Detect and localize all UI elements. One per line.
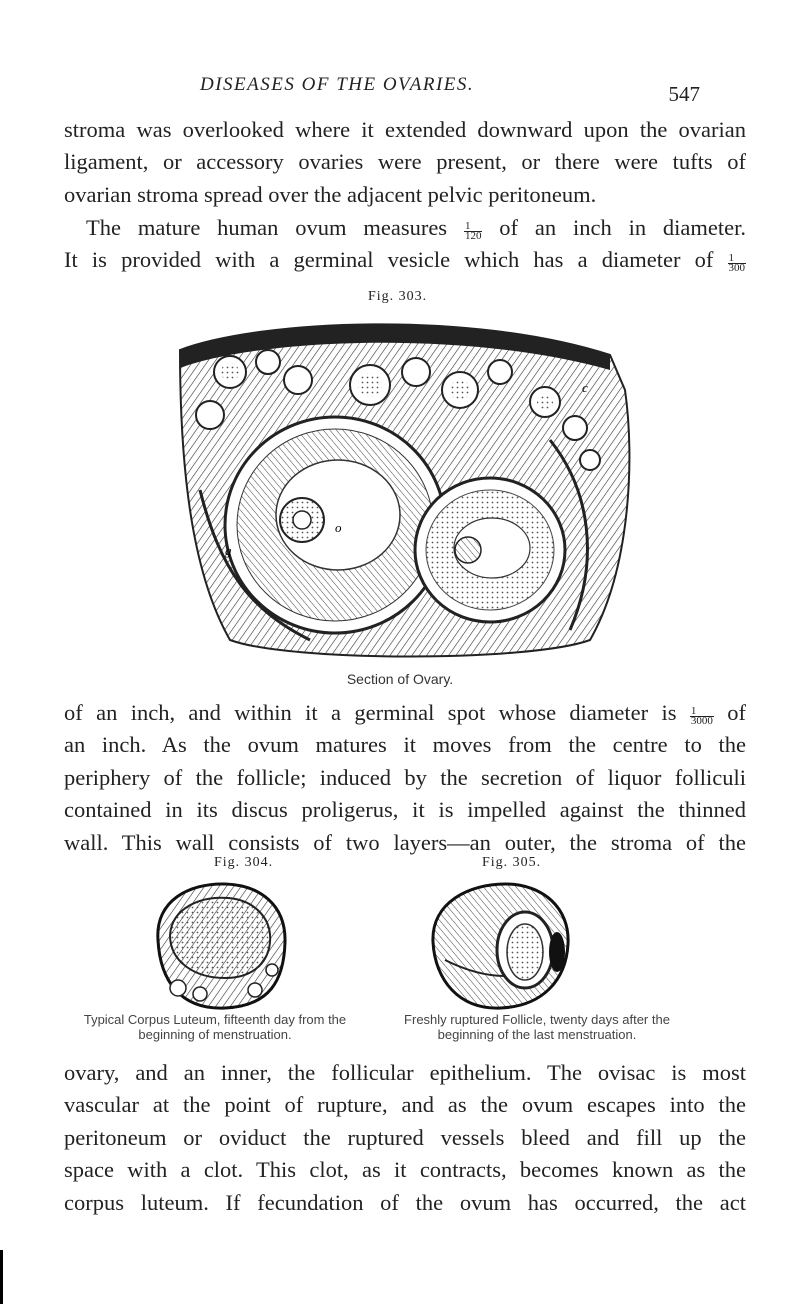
text-segment: of an inch in diameter.: [499, 215, 747, 240]
text-line: ovary, and an inner, the follicular epithelium. The ovisac is most: [64, 1060, 746, 1085]
page-number: 547: [668, 82, 700, 106]
figure-mark-g: g: [225, 543, 232, 558]
figure-303-caption: Section of Ovary.: [346, 671, 454, 687]
fraction-denominator: 3000: [690, 715, 713, 727]
fraction: [690, 707, 714, 726]
figure-304-caption: [60, 1012, 370, 1042]
text-segment: The mature human ovum measures: [86, 215, 448, 240]
text-line: peritoneum or oviduct the ruptured vessels bleed and fill up the: [64, 1124, 746, 1150]
text-line: periphery of the follicle; induced by the secretion of liquor folliculi: [64, 764, 746, 790]
text-line: an inch. As the ovum matures it moves from the centre to the: [64, 732, 746, 758]
paragraph-2: [64, 212, 746, 277]
fraction-numerator: 1: [464, 222, 483, 232]
text-line: vascular at the point of rupture, and as the ovum escapes into the: [64, 1092, 746, 1118]
fraction-denominator: 300: [728, 262, 746, 275]
text-line: ovarian stroma spread over the adjacent pelvic peritoneum.: [64, 181, 597, 207]
figure-304-illustration: [150, 880, 290, 1012]
text-line: space with a clot. This clot, as it contracts, becomes known as the: [64, 1157, 746, 1183]
figure-305-label: Fig. 305.: [482, 855, 542, 870]
caption-line: Freshly ruptured Follicle, twenty days after the: [404, 1012, 670, 1027]
fraction: [464, 222, 483, 241]
scan-edge-mark: [0, 1250, 3, 1304]
figure-305-caption: [372, 1012, 702, 1042]
figure-mark-o: o: [335, 520, 342, 535]
figure-303-label: Fig. 303.: [368, 289, 428, 304]
text-segment: of: [727, 700, 747, 725]
caption-line: beginning of the last menstruation.: [437, 1027, 637, 1042]
paragraph-3: [64, 697, 746, 859]
text-line: [64, 212, 746, 244]
text-line: contained in its discus proligerus, it is impelled against the thinned: [64, 797, 746, 823]
text-line: corpus luteum. If fecundation of the ovum has occurred, the act: [64, 1189, 746, 1215]
text-line: [64, 244, 746, 276]
text-line: [64, 697, 746, 729]
fraction-denominator: 120: [464, 230, 482, 242]
caption-line: beginning of menstruation.: [138, 1027, 292, 1042]
figure-304-label: Fig. 304.: [214, 855, 274, 870]
text-line: wall. This wall consists of two layers—an outer, the stroma of the: [64, 829, 746, 855]
fraction-numerator: 1: [728, 254, 747, 264]
running-title: DISEASES OF THE OVARIES.: [200, 74, 475, 95]
text-line: ligament, or accessory ovaries were present, or there were tufts of: [64, 149, 746, 175]
paragraph-4: [64, 1057, 746, 1219]
text-line: stroma was overlooked where it extended downward upon the ovarian: [64, 117, 746, 142]
running-head: [0, 74, 800, 104]
text-segment: of an inch, and within it a germinal spot whose diameter is: [64, 700, 677, 725]
figure-305-illustration: [425, 880, 575, 1012]
paragraph-1: [64, 114, 746, 211]
caption-line: Typical Corpus Luteum, fifteenth day from the: [83, 1012, 347, 1027]
figure-303-illustration: [170, 310, 640, 670]
fraction-numerator: 1: [690, 707, 714, 717]
text-segment: It is provided with a germinal vesicle which has a diameter of: [64, 247, 714, 273]
figure-mark-c: c: [582, 380, 588, 395]
fraction: [728, 254, 747, 273]
